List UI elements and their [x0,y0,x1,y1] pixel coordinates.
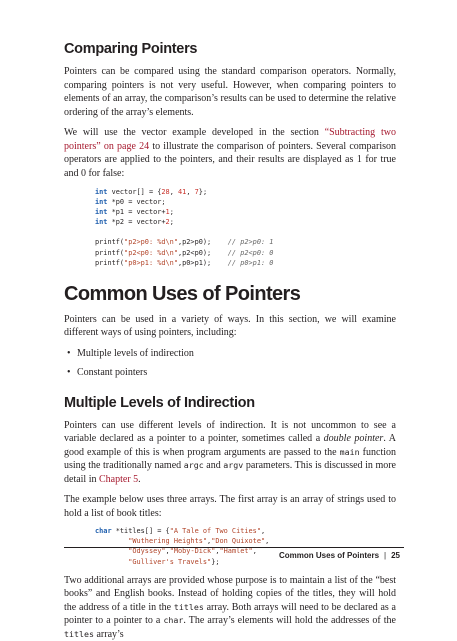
inline-code: main [339,446,360,457]
inline-code: titles [173,601,204,612]
bullet-list [64,347,396,380]
code-token [95,558,128,566]
code-token: printf( [95,248,125,257]
text: and [203,460,224,472]
code-token: 28 [161,188,170,196]
code-token: ; [169,208,174,217]
inline-code: argv [223,460,244,471]
code-token: , [215,547,220,556]
text: . A good example of this is when program arguments are passed to the [64,433,397,458]
bullet-icon: • [67,367,71,379]
code-token: int [95,208,108,217]
list-item [64,366,396,380]
list-item-text: Constant pointers [77,367,148,379]
code-token [95,547,128,555]
paragraph: Pointers can be used in a variety of ways. In this section, we will examine different ways of using pointers, including: [64,313,396,339]
code-token: "p0>p1: %d\n" [124,258,178,267]
paragraph [64,419,396,487]
code-token: 41 [178,188,187,196]
text: array’s [93,628,124,640]
code-token: *titles[] = { [111,527,170,536]
footer-divider [64,547,404,548]
code-token: }; [211,557,220,566]
code-token: printf( [95,238,125,247]
footer-separator: | [384,551,387,560]
text: Two additional arrays are provided whose purpose is to maintain a list of the “best books” and English books. Instead of holding copies of the titles, they will hold the address of a title in the [64,574,396,613]
code-token: 2 [165,218,170,227]
code-token: ,p0>p1); [177,258,228,267]
list-item-text: Multiple levels of indirection [77,347,194,359]
text: . The array’s elements will hold the addresses of the [183,615,396,627]
code-block-vector [95,187,396,268]
paragraph [64,126,396,180]
code-token: "Moby-Dick" [169,547,216,556]
code-token: *p2 = vector+ [107,218,166,227]
code-token: }; [198,188,208,196]
inline-code: char [163,615,184,626]
code-token: vector[] = { [107,188,162,196]
inline-code: argc [183,460,204,471]
text: function using the traditionally named [64,446,397,472]
paragraph: The example below uses three arrays. The first array is an array of strings used to hold a list of book titles: [64,494,396,519]
code-token: ,p2>p0); [177,238,228,247]
code-token [95,537,128,545]
code-token: , [207,537,212,546]
code-token: , [260,527,266,536]
code-token: "Odyssey" [128,547,166,556]
code-token: , [265,537,270,546]
code-token: , [252,547,257,556]
page-number: 25 [391,551,400,560]
code-token: *p1 = vector+ [107,208,166,217]
code-token: , [169,188,179,196]
text: to illustrate the comparison of pointers. Several comparison operators are applied to the pointers, and their results are displayed as 1 for true and 0 for false: [64,140,396,179]
code-token: *p0 = vector; [107,198,166,207]
code-token: "A Tale of Two Cities" [169,527,261,536]
list-item [64,347,396,361]
code-token: , [165,547,170,556]
code-token: int [95,198,108,207]
code-comment: // p0>p1: 0 [227,258,274,267]
code-token: int [95,218,108,227]
section-heading-common-uses: Common Uses of Pointers [64,282,301,305]
code-token: "p2<p0: %d\n" [124,248,178,257]
emphasis: double pointer [323,433,384,445]
code-token: printf( [95,258,125,267]
code-comment: // p2>p0: 1 [227,238,274,247]
code-token: "Wuthering Heights" [128,537,208,546]
section-heading-multiple-levels: Multiple Levels of Indirection [64,394,255,411]
text: array. Both arrays will need to be declared as a pointer to a pointer to a [64,601,397,627]
code-token: "Gulliver's Travels" [128,557,212,566]
paragraph [64,574,396,641]
text: We will use the vector example developed in the section [64,127,325,138]
cross-reference-link[interactable]: “Subtracting two pointers” on page 24 [64,127,397,152]
code-token: char [95,527,112,536]
code-token: "Hamlet" [219,547,253,556]
paragraph: Pointers can be compared using the standard comparison operators. Normally, comparing pointers is not very useful. However, when comparing pointers to elements of an array, the comparison’s results can be used to determine the relative ordering of the array’s elements. [64,66,396,118]
footer-section-title: Common Uses of Pointers [279,551,380,560]
text: . [138,473,141,485]
code-token: , [186,188,195,196]
text: Pointers can use different levels of indirection. It is not uncommon to see a variable declared as a pointer to a pointer, sometimes called a [64,419,396,445]
code-token: ; [169,218,174,227]
code-token: 7 [194,188,199,196]
page-footer [279,551,400,560]
inline-code: titles [64,628,94,639]
code-token: int [95,188,108,196]
code-token: 1 [165,208,170,217]
text: parameters. This is discussed in more detail in [64,460,396,485]
section-heading-comparing-pointers: Comparing Pointers [64,41,198,57]
bullet-icon: • [67,347,71,359]
code-token: "Don Quixote" [211,537,266,546]
chapter-link[interactable]: Chapter 5 [99,473,139,485]
code-token: ,p2<p0); [177,248,228,257]
code-comment: // p2<p0: 0 [227,248,274,257]
code-token: "p2>p0: %d\n" [124,238,178,247]
